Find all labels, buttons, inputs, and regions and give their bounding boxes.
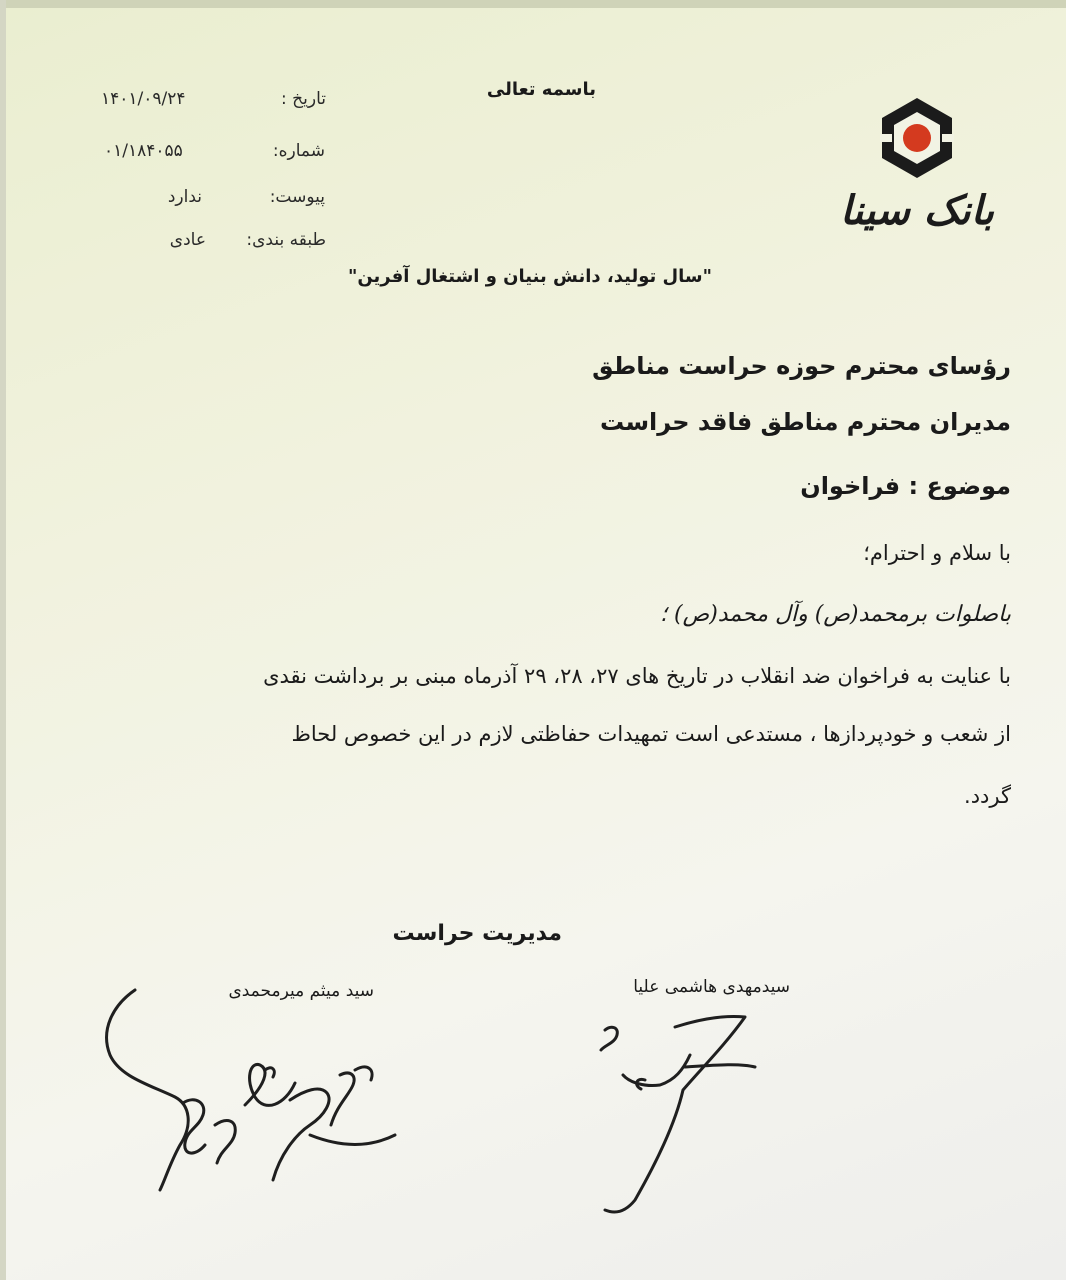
- logo-wordmark: بانک سینا: [839, 187, 995, 234]
- bismillah-heading: باسمه تعالی: [486, 79, 596, 100]
- recipient-line-2: مدیران محترم مناطق فاقد حراست: [600, 408, 1011, 436]
- year-slogan: "سال تولید، دانش بنیان و اشتغال آفرین": [347, 266, 712, 287]
- left-frame-edge: [0, 0, 6, 1280]
- bank-sina-logo-icon: [822, 94, 1012, 244]
- signer-right-name: سیدمهدی هاشمی علیا: [633, 977, 790, 997]
- attachment-label: پیوست:: [269, 187, 325, 207]
- signature-right-icon: [575, 1005, 775, 1220]
- greeting: با سلام و احترام؛: [863, 541, 1011, 565]
- body-line-3: گردد.: [964, 784, 1011, 808]
- top-frame-edge: [0, 0, 1066, 8]
- signature-department-title: مدیریت حراست: [392, 921, 562, 946]
- attachment-value: ندارد: [167, 187, 202, 207]
- classification-value: عادی: [169, 230, 206, 250]
- classification-label: طبقه بندی:: [246, 230, 326, 250]
- body-line-1: با عنایت به فراخوان ضد انقلاب در تاریخ های ۲۷، ۲۸، ۲۹ آذرماه مبنی بر برداشت نقدی: [263, 664, 1011, 688]
- signer-left-name: سید میثم میرمحمدی: [228, 981, 374, 1001]
- number-label: شماره:: [272, 141, 325, 161]
- recipient-line-1: رؤسای محترم حوزه حراست مناطق: [592, 352, 1011, 380]
- subject-line: موضوع : فراخوان: [800, 472, 1011, 500]
- number-value: ۰۱/۱۸۴۰۵۵: [104, 141, 183, 161]
- signature-left-icon: [95, 985, 415, 1210]
- date-label: تاریخ :: [281, 89, 326, 109]
- body-line-2: از شعب و خودپردازها ، مستدعی است تمهیدات حفاظتی لازم در این خصوص لحاظ: [291, 722, 1011, 746]
- salavat-line: باصلوات برمحمد(ص) وآل محمد(ص) ؛: [660, 602, 1011, 627]
- date-value: ۱۴۰۱/۰۹/۲۴: [101, 89, 186, 109]
